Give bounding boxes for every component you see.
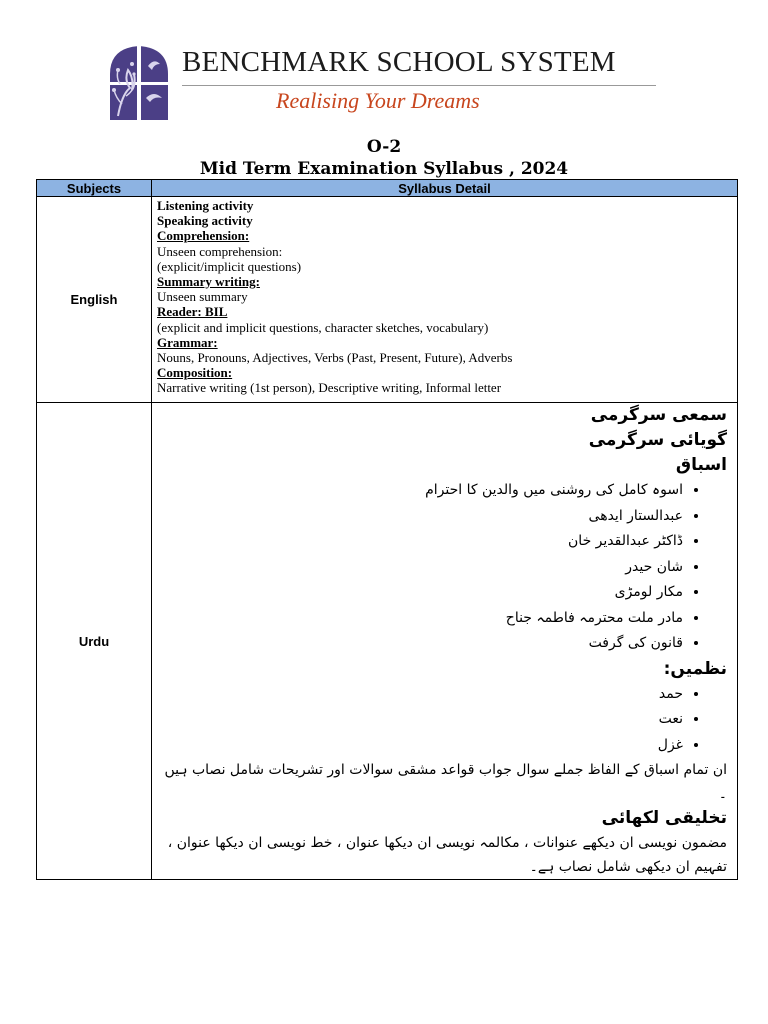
urdu-speaking-activity: گویائی سرگرمی (588, 430, 727, 450)
exam-title: Mid Term Examination Syllabus , 2024 (199, 159, 569, 179)
list-item: • ڈاکٹر عبدالقدیر خان (162, 529, 683, 555)
english-syllabus-detail (152, 197, 738, 403)
list-item: • مادر ملت محترمہ فاطمہ جناح (162, 606, 683, 632)
list-item: • مکار لومڑی (162, 580, 683, 606)
urdu-writing-heading: تخلیقی لکھائی (601, 808, 727, 828)
urdu-poems-list (162, 682, 727, 759)
list-item: • نعت (162, 707, 683, 733)
syllabus-detail-header: Syllabus Detail (152, 180, 738, 197)
urdu-lessons-list (162, 478, 727, 657)
english-line: Unseen comprehension: (157, 243, 283, 259)
syllabus-table (36, 179, 738, 880)
table-row-urdu (37, 403, 738, 880)
english-line: Narrative writing (1st person), Descriptive writing, Informal letter (157, 380, 502, 396)
header-divider (182, 85, 656, 86)
list-item: • عبدالستار ایدھی (162, 504, 683, 530)
list-item: • قانون کی گرفت (162, 631, 683, 657)
class-code: O-2 (366, 137, 402, 157)
urdu-lessons-heading: اسباق (675, 455, 727, 475)
english-line: Unseen summary (157, 289, 248, 305)
school-name: BENCHMARK SCHOOL SYSTEM (182, 46, 616, 78)
urdu-poems-heading: نظمیں: (663, 658, 727, 679)
list-item: • اسوہ کامل کی روشنی میں والدین کا احترام (162, 478, 683, 504)
school-tagline: Realising Your Dreams (276, 88, 480, 113)
urdu-writing-text: مضمون نویسی ان دیکھے عنوانات ، مکالمہ نویسی ان دیکھا عنوان ، خط نویسی ان دیکھا عنوان ، تفہیم ان دیکھی شامل نصاب ہے۔ (167, 835, 727, 875)
list-item: • حمد (162, 682, 683, 708)
school-crest-icon (108, 44, 170, 120)
urdu-note: ان تمام اسباق کے الفاظ جملے سوال جواب قواعد مشقی سوالات اور تشریحات شامل نصاب ہیں ۔ (164, 762, 727, 802)
subjects-header: Subjects (37, 180, 152, 197)
english-line: Nouns, Pronouns, Adjectives, Verbs (Past, Present, Future), Adverbs (157, 350, 513, 366)
table-header-row (37, 180, 738, 197)
subject-english: English (37, 197, 152, 403)
english-line: Listening activity (157, 198, 254, 213)
list-item: • شان حیدر (162, 555, 683, 581)
page-header (108, 44, 668, 124)
english-line: (explicit and implicit questions, character sketches, vocabulary) (157, 319, 489, 335)
table-row-english (37, 197, 738, 403)
list-item: • غزل (162, 733, 683, 759)
english-section-heading: Grammar: (157, 334, 218, 350)
english-section-heading: Reader: BIL (157, 304, 228, 320)
urdu-content (152, 403, 737, 879)
english-section-heading: Composition: (157, 365, 233, 381)
english-section-heading: Summary writing: (157, 274, 260, 290)
english-section-heading: Comprehension: (157, 228, 250, 244)
document-title (0, 136, 768, 180)
urdu-syllabus-detail (152, 403, 738, 880)
english-line: Speaking activity (157, 213, 253, 229)
urdu-listening-activity: سمعی سرگرمی (590, 405, 727, 425)
english-line: (explicit/implicit questions) (157, 258, 302, 274)
subject-urdu: Urdu (37, 403, 152, 880)
